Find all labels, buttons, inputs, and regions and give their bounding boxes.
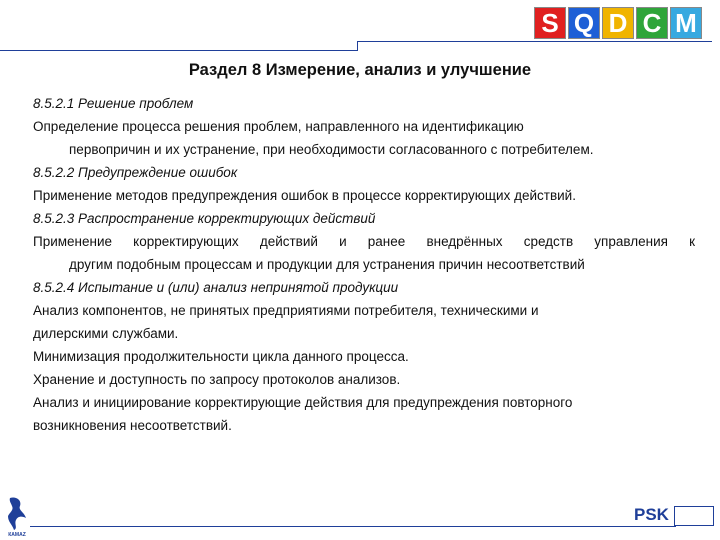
section-heading-1: 8.5.2.1 Решение проблем [33,96,194,111]
section-2-text: Применение методов предупреждения ошибок в процессе корректирующих действий. [33,188,576,203]
psk-label: PSK [634,505,669,524]
kamaz-logo-icon [4,494,30,538]
section-1-line-2: первопричин и их устранение, при необходимости согласованного с потребителем. [69,142,594,157]
header-rule-right [357,41,712,42]
badge-c: C [636,7,668,39]
section-4-p1-line-2: дилерскими службами. [33,326,179,341]
document-body [33,92,695,437]
section-3-line-2: другим подобным процессам и продукции для устранения причин несоответствий [69,257,585,272]
section-4-p2: Минимизация продолжительности цикла данного процесса. [33,349,409,364]
footer-rule [30,526,676,527]
header-rule-step [357,41,358,51]
sqdcm-badges [534,7,702,39]
section-1-line-1: Определение процесса решения проблем, направленного на идентификацию [33,119,524,134]
section-3-line-1: Применение корректирующих действий и ранее внедрённых средств управления к [33,234,695,249]
section-heading-3: 8.5.2.3 Распространение корректирующих действий [33,211,376,226]
badge-m: M [670,7,702,39]
section-4-p4-line-2: возникновения несоответствий. [33,418,232,433]
badge-s: S [534,7,566,39]
section-heading-2: 8.5.2.2 Предупреждение ошибок [33,165,238,180]
section-4-p1-line-1: Анализ компонентов, не принятых предприятиями потребителя, техническими и [33,303,539,318]
section-4-p3: Хранение и доступность по запросу протоколов анализов. [33,372,401,387]
header-rule-left [0,50,357,51]
psk-box [674,506,714,526]
section-4-p4-line-1: Анализ и инициирование корректирующие действия для предупреждения повторного [33,395,573,410]
section-heading-4: 8.5.2.4 Испытание и (или) анализ непринятой продукции [33,280,399,295]
badge-d: D [602,7,634,39]
logo-wordmark: КАМАZ [8,532,26,538]
badge-q: Q [568,7,600,39]
page-title: Раздел 8 Измерение, анализ и улучшение [188,61,532,79]
